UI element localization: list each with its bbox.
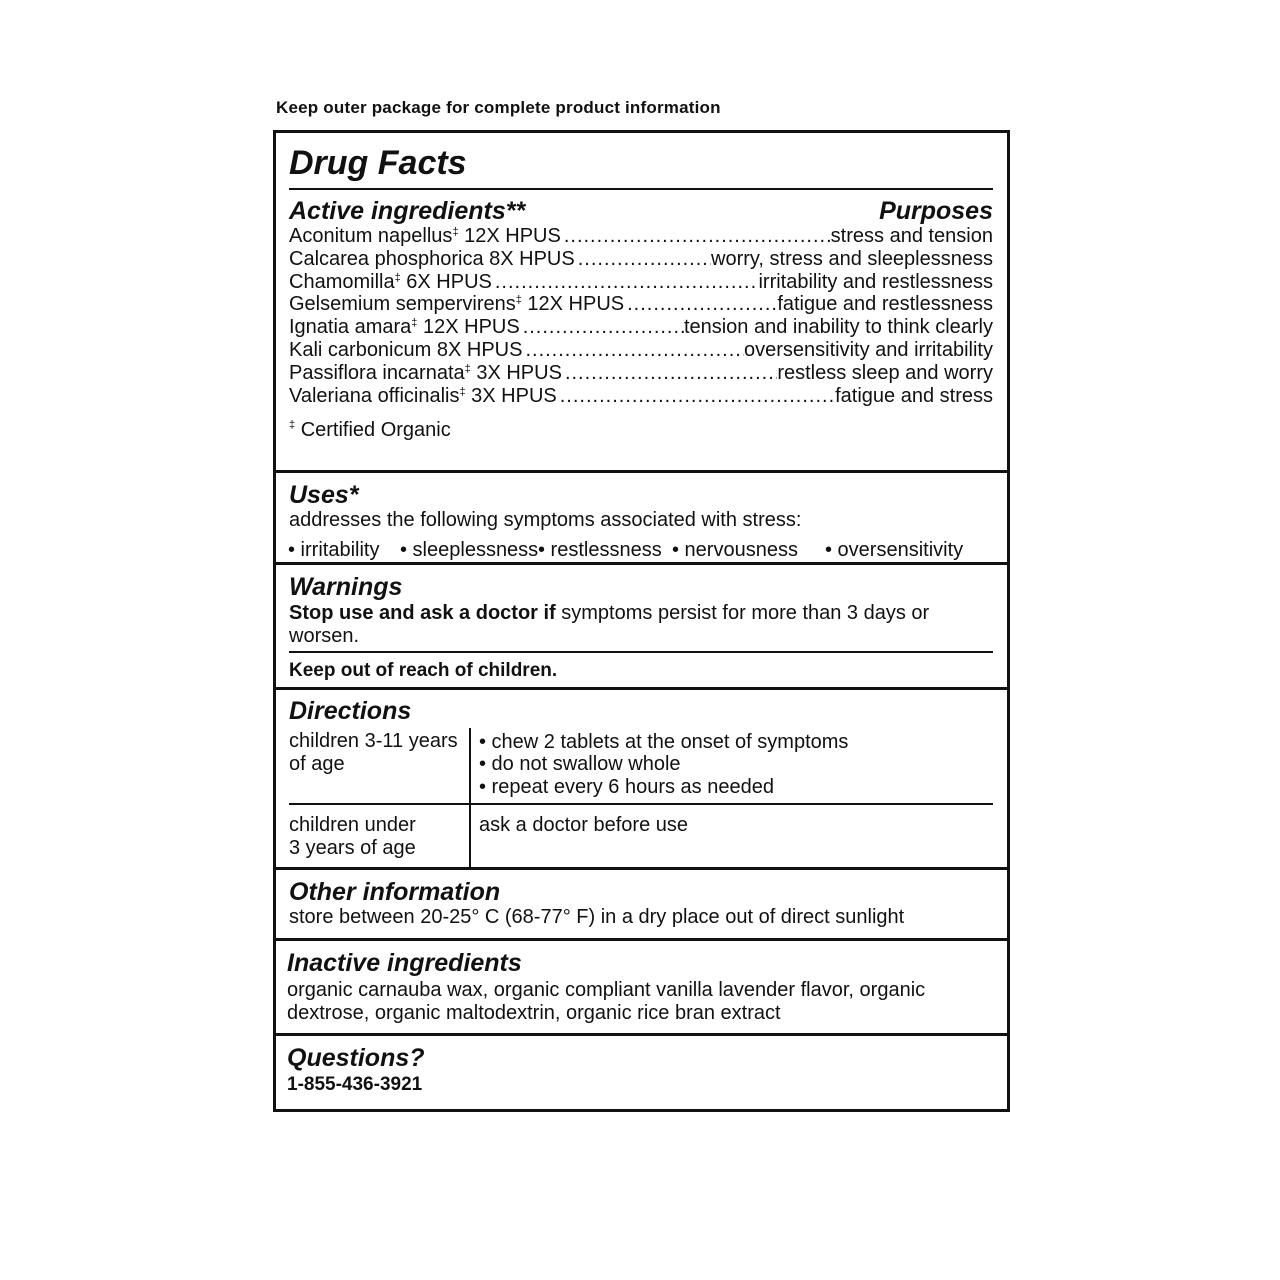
ingredient-row (289, 293, 993, 316)
directions-column-divider (469, 728, 471, 867)
ingredient-name (289, 248, 575, 271)
ingredient-potency: 3X HPUS (470, 361, 562, 384)
age-group-label: of age (289, 753, 345, 775)
ingredient-name (289, 385, 557, 408)
age-group-label: 3 years of age (289, 837, 416, 859)
ingredient-potency: 8X HPUS (483, 247, 575, 270)
ingredient-row (289, 385, 993, 408)
ingredient-row (289, 225, 993, 248)
ingredient-name (289, 225, 561, 248)
ingredient-name (289, 362, 562, 385)
phone-number[interactable]: 1-855-436-3921 (287, 1074, 423, 1095)
ingredient-potency: 12X HPUS (417, 316, 520, 339)
age-group-label: children under (289, 814, 416, 836)
age-group-label: children 3-11 years (289, 730, 458, 752)
dot-leader (522, 339, 744, 362)
directions-row-divider (289, 803, 993, 805)
active-ingredients-heading: Active ingredients** (289, 197, 526, 225)
use-item: • irritability (288, 539, 380, 561)
purposes-heading: Purposes (879, 197, 993, 225)
inactive-ingredients-heading: Inactive ingredients (287, 949, 522, 977)
stop-use-text (289, 602, 929, 625)
ingredient-name-text: Aconitum napellus (289, 225, 453, 247)
ingredient-name (289, 339, 522, 362)
warnings-divider (289, 651, 993, 653)
dot-leader (624, 293, 777, 316)
ingredient-purpose: oversensitivity and irritability (744, 339, 993, 361)
ingredient-purpose: restless sleep and worry (777, 361, 993, 384)
ingredient-row (289, 339, 993, 362)
ingredient-potency: 12X HPUS (458, 225, 561, 247)
organic-mark: ‡ (515, 294, 522, 307)
ingredient-potency: 8X HPUS (431, 339, 523, 361)
footnote-text: Certified Organic (300, 419, 451, 441)
organic-mark: ‡ (394, 271, 401, 284)
dot-leader (562, 362, 777, 385)
uses-symptom-list (288, 539, 978, 562)
storage-text: store between 20-25° C (68-77° F) in a dry place out of direct sunlight (289, 906, 905, 928)
ingredient-name-text: Kali carbonicum (289, 339, 432, 361)
dot-leader (557, 385, 835, 408)
uses-section (276, 473, 1007, 565)
ingredient-purpose: tension and inability to think clearly (683, 316, 993, 339)
other-information-heading: Other information (289, 878, 501, 906)
title-divider (289, 188, 993, 190)
ingredient-purpose: irritability and restlessness (758, 270, 993, 293)
questions-heading: Questions? (287, 1044, 425, 1072)
organic-mark: ‡ (452, 226, 459, 238)
ingredient-row (289, 316, 993, 339)
active-ingredients-section (276, 133, 1007, 473)
ingredient-name (289, 316, 520, 339)
organic-mark: ‡ (459, 385, 466, 398)
ingredient-name-text: Passiflora incarnata (289, 361, 465, 384)
ingredient-potency: 12X HPUS (521, 293, 625, 316)
uses-heading: Uses* (289, 481, 359, 509)
inactive-ingredients-line: dextrose, organic maltodextrin, organic rice bran extract (287, 1002, 781, 1024)
footnote-mark: ‡ (289, 419, 296, 431)
stop-use-detail: symptoms persist for more than 3 days or (555, 602, 930, 624)
ingredient-name-text: Calcarea phosphorica (289, 247, 484, 270)
ingredient-name-text: Chamomilla (289, 270, 395, 293)
inactive-ingredients-line: organic carnauba wax, organic compliant vanilla lavender flavor, organic (287, 979, 926, 1001)
use-item: • restlessness (538, 539, 662, 561)
direction-step: ask a doctor before use (479, 814, 689, 836)
keep-out-of-reach: Keep out of reach of children. (289, 660, 558, 681)
drug-facts-panel (273, 130, 1010, 1112)
uses-intro: addresses the following symptoms associated with stress: (289, 509, 802, 531)
ingredient-name (289, 271, 492, 294)
ingredient-potency: 3X HPUS (465, 384, 557, 407)
use-item: • oversensitivity (825, 539, 964, 561)
ingredient-purpose: worry, stress and sleeplessness (711, 247, 993, 270)
direction-step: • do not swallow whole (479, 753, 681, 775)
ingredient-purpose: fatigue and restlessness (777, 293, 993, 316)
ingredient-purpose: stress and tension (830, 225, 993, 247)
directions-section (276, 690, 1007, 870)
dot-leader (520, 316, 684, 339)
ingredient-row (289, 362, 993, 385)
ingredient-purpose: fatigue and stress (835, 384, 993, 407)
warnings-heading: Warnings (289, 573, 403, 601)
questions-section (276, 1036, 1007, 1109)
ingredient-row (289, 248, 993, 271)
stop-use-bold: Stop use and ask a doctor if (289, 602, 556, 624)
inactive-ingredients-section (276, 941, 1007, 1036)
dot-leader (575, 248, 711, 271)
ingredient-name-text: Gelsemium sempervirens (289, 293, 516, 316)
outer-package-note: Keep outer package for complete product information (276, 98, 721, 117)
direction-step: • chew 2 tablets at the onset of symptoms (479, 731, 849, 753)
warnings-section (276, 565, 1007, 690)
organic-mark: ‡ (411, 317, 418, 330)
stop-use-continuation: worsen. (289, 625, 360, 647)
direction-step: • repeat every 6 hours as needed (479, 776, 774, 798)
use-item: • nervousness (672, 539, 798, 561)
ingredient-name-text: Ignatia amara (289, 316, 412, 339)
use-item: • sleeplessness (400, 539, 539, 561)
ingredient-name (289, 293, 624, 316)
ingredient-row (289, 271, 993, 294)
dot-leader (561, 225, 831, 248)
directions-heading: Directions (289, 697, 412, 725)
certified-organic-footnote (289, 414, 451, 442)
other-information-section (276, 870, 1007, 941)
organic-mark: ‡ (464, 362, 471, 375)
drug-facts-title: Drug Facts (289, 144, 467, 182)
ingredient-name-text: Valeriana officinalis (289, 384, 460, 407)
dot-leader (492, 271, 759, 294)
ingredient-potency: 6X HPUS (400, 270, 492, 293)
